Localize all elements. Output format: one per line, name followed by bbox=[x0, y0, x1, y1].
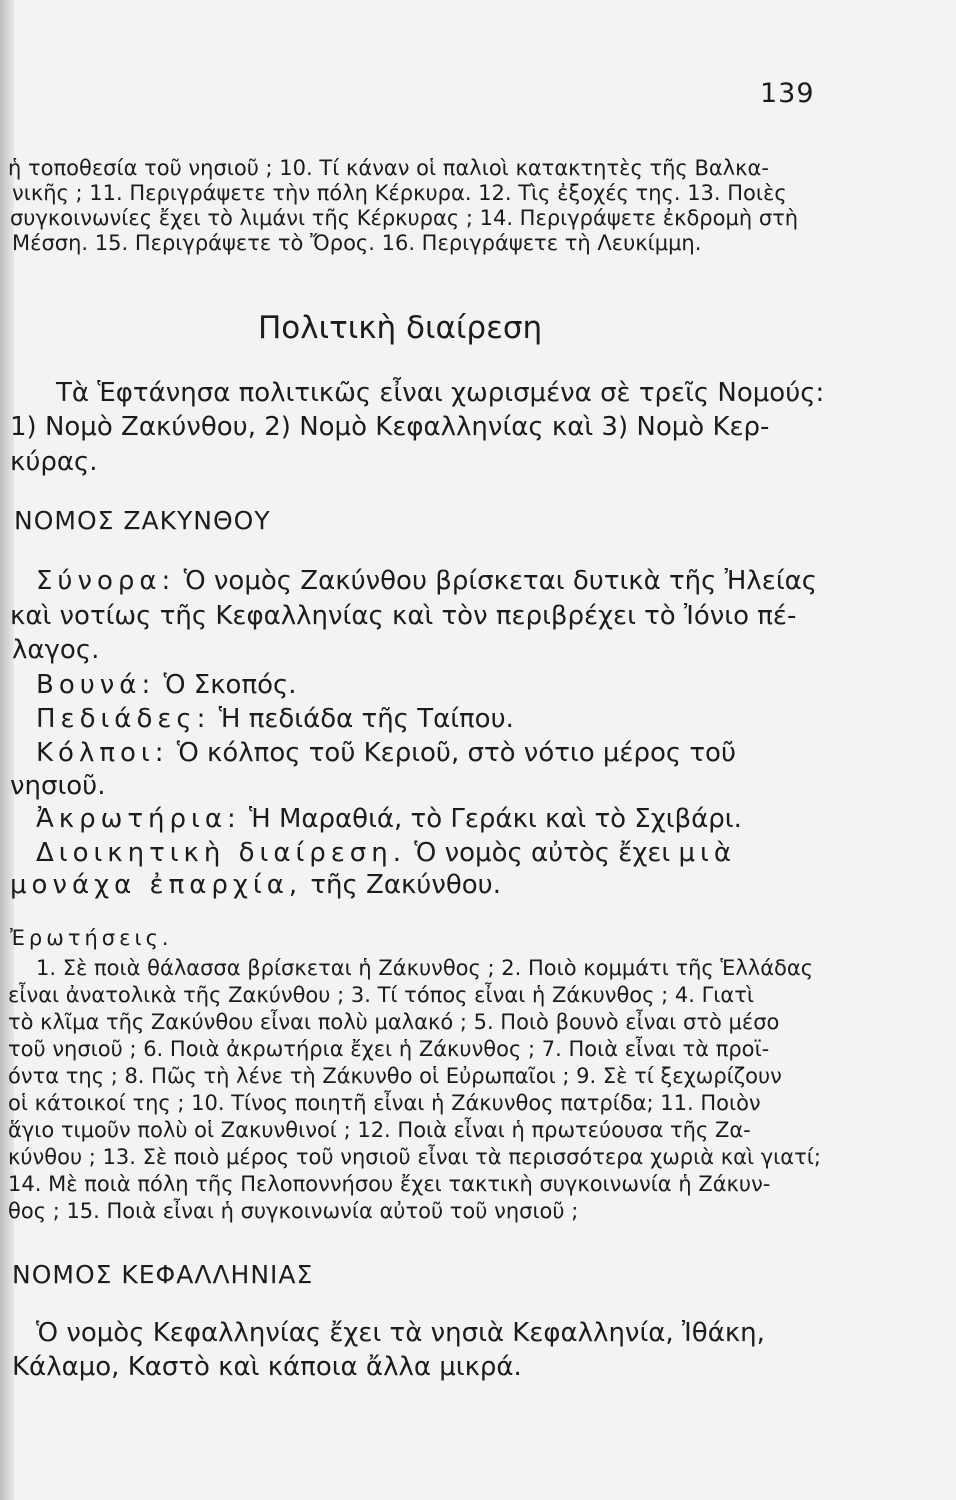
zakynthos-heading: ΝΟΜΟΣ ΖΑΚΥΝΘΟΥ bbox=[14, 506, 271, 535]
synora-label: Σύνορα: bbox=[36, 566, 176, 596]
question-line: όντα της ; 8. Πῶς τὴ λένε τὴ Ζάκυνθο οἱ Εὐρωπαῖοι ; 9. Σὲ τί ξεχωρίζουν bbox=[8, 1064, 782, 1088]
synora-line bbox=[36, 568, 817, 594]
question-line: εἶναι ἀνατολικὰ τῆς Ζακύνθου ; 3. Τί τόπος εἶναι ἡ Ζάκυνθος ; 4. Γιατὶ bbox=[8, 983, 755, 1007]
synora-text: Ὁ νομὸς Ζακύνθου βρίσκεται δυτικὰ τῆς Ἠλείας bbox=[183, 566, 818, 596]
page-number: 139 bbox=[760, 78, 815, 109]
intro-question-line: Μέσση. 15. Περιγράψετε τὸ Ὄρος. 16. Περιγράψετε τὴ Λευκίμμη. bbox=[12, 231, 702, 255]
synora-line-3: λαγος. bbox=[12, 635, 100, 665]
question-line: 1. Σὲ ποιὰ θάλασσα βρίσκεται ἡ Ζάκυνθος ; 2. Ποιὸ κομμάτι τῆς Ἑλλάδας bbox=[36, 956, 814, 980]
question-line: ἅγιο τιμοῦν πολὺ οἱ Ζακυνθινοί ; 12. Ποιὰ εἶναι ἡ πρωτεύουσα τῆς Ζα- bbox=[8, 1118, 751, 1142]
dioikitiki-line2-spaced: μονάχα ἐπαρχία, bbox=[10, 870, 303, 900]
dioikitiki-mia: μιὰ bbox=[678, 838, 736, 868]
questions-label: Ἐρωτήσεις. bbox=[10, 926, 173, 950]
dioikitiki-line2-rest: τῆς Ζακύνθου. bbox=[310, 870, 501, 900]
vouna-label: Βουνά: bbox=[36, 670, 156, 700]
akrotiria-line bbox=[36, 806, 742, 832]
intro-question-line: συγκοινωνίες ἔχει τὸ λιμάνι τῆς Κέρκυρας ; 14. Περιγράψετε ἐκδρομὴ στὴ bbox=[10, 206, 799, 230]
akrotiria-text: Ἡ Μαραθιά, τὸ Γεράκι καὶ τὸ Σχιβάρι. bbox=[248, 804, 742, 834]
division-line: κύρας. bbox=[10, 447, 98, 477]
section-title: Πολιτικὴ διαίρεση bbox=[258, 310, 543, 346]
akrotiria-label: Ἀκρωτήρια: bbox=[36, 804, 241, 834]
kefallinia-line: Κάλαμο, Καστὸ καὶ κάποια ἄλλα μικρά. bbox=[12, 1352, 522, 1382]
division-line: 1) Νομὸ Ζακύνθου, 2) Νομὸ Κεφαλληνίας καὶ 3) Νομὸ Κερ- bbox=[10, 412, 770, 442]
intro-question-line: νικῆς ; 11. Περιγράψετε τὴν πόλη Κέρκυρα. 12. Τὶς ἐξοχές της. 13. Ποιὲς bbox=[12, 181, 787, 205]
question-line: τὸ κλῖμα τῆς Ζακύνθου εἶναι πολὺ μαλακό ; 5. Ποιὸ βουνὸ εἶναι στὸ μέσο bbox=[8, 1010, 780, 1034]
intro-question-line: ἡ τοποθεσία τοῦ νησιοῦ ; 10. Τί κάναν οἱ παλιοὶ κατακτητὲς τῆς Βαλκα- bbox=[8, 156, 769, 180]
synora-line-2: καὶ νοτίως τῆς Κεφαλληνίας καὶ τὸν περιβρέχει τὸ Ἰόνιο πέ- bbox=[10, 601, 797, 631]
division-line: Τὰ Ἑφτάνησα πολιτικῶς εἶναι χωρισμένα σὲ τρεῖς Νομούς: bbox=[56, 378, 825, 408]
question-line: οἱ κάτοικοί της ; 10. Τίνος ποιητῆ εἶναι ἡ Ζάκυνθος πατρίδα; 11. Ποιὸν bbox=[8, 1091, 761, 1115]
question-line: 14. Μὲ ποιὰ πόλη τῆς Πελοποννήσου ἔχει τακτικὴ συγκοινωνία ἡ Ζάκυν- bbox=[8, 1172, 771, 1196]
question-line: κύνθου ; 13. Σὲ ποιὸ μέρος τοῦ νησιοῦ εἶναι τὰ περισσότερα χωριὰ καὶ γιατί; bbox=[8, 1145, 821, 1169]
kolpoi-label: Κόλποι: bbox=[36, 738, 169, 768]
dioikitiki-label: Διοικητικὴ διαίρεση. bbox=[36, 838, 407, 868]
kefallinia-line: Ὁ νομὸς Κεφαλληνίας ἔχει τὰ νησιὰ Κεφαλληνία, Ἰθάκη, bbox=[36, 1318, 765, 1348]
question-line: θος ; 15. Ποιὰ εἶναι ἡ συγκοινωνία αὐτοῦ τοῦ νησιοῦ ; bbox=[8, 1199, 579, 1223]
pediades-label: Πεδιάδες: bbox=[36, 704, 211, 734]
dioikitiki-text: Ὁ νομὸς αὐτὸς ἔχει bbox=[414, 838, 671, 868]
pediades-line bbox=[36, 706, 514, 732]
dioikitiki-line bbox=[36, 840, 736, 866]
vouna-text: Ὁ Σκοπός. bbox=[163, 670, 297, 700]
vouna-line bbox=[36, 672, 297, 698]
kolpoi-line-2: νησιοῦ. bbox=[10, 771, 106, 801]
pediades-text: Ἡ πεδιάδα τῆς Ταίπου. bbox=[218, 704, 514, 734]
kefallinia-heading: ΝΟΜΟΣ ΚΕΦΑΛΛΗΝΙΑΣ bbox=[12, 1260, 314, 1289]
dioikitiki-line-2 bbox=[10, 872, 501, 898]
kolpoi-line bbox=[36, 740, 736, 766]
question-line: τοῦ νησιοῦ ; 6. Ποιὰ ἀκρωτήρια ἔχει ἡ Ζάκυνθος ; 7. Ποιὰ εἶναι τὰ προϊ- bbox=[8, 1037, 770, 1061]
kolpoi-text: Ὁ κόλπος τοῦ Κεριοῦ, στὸ νότιο μέρος τοῦ bbox=[176, 738, 737, 768]
